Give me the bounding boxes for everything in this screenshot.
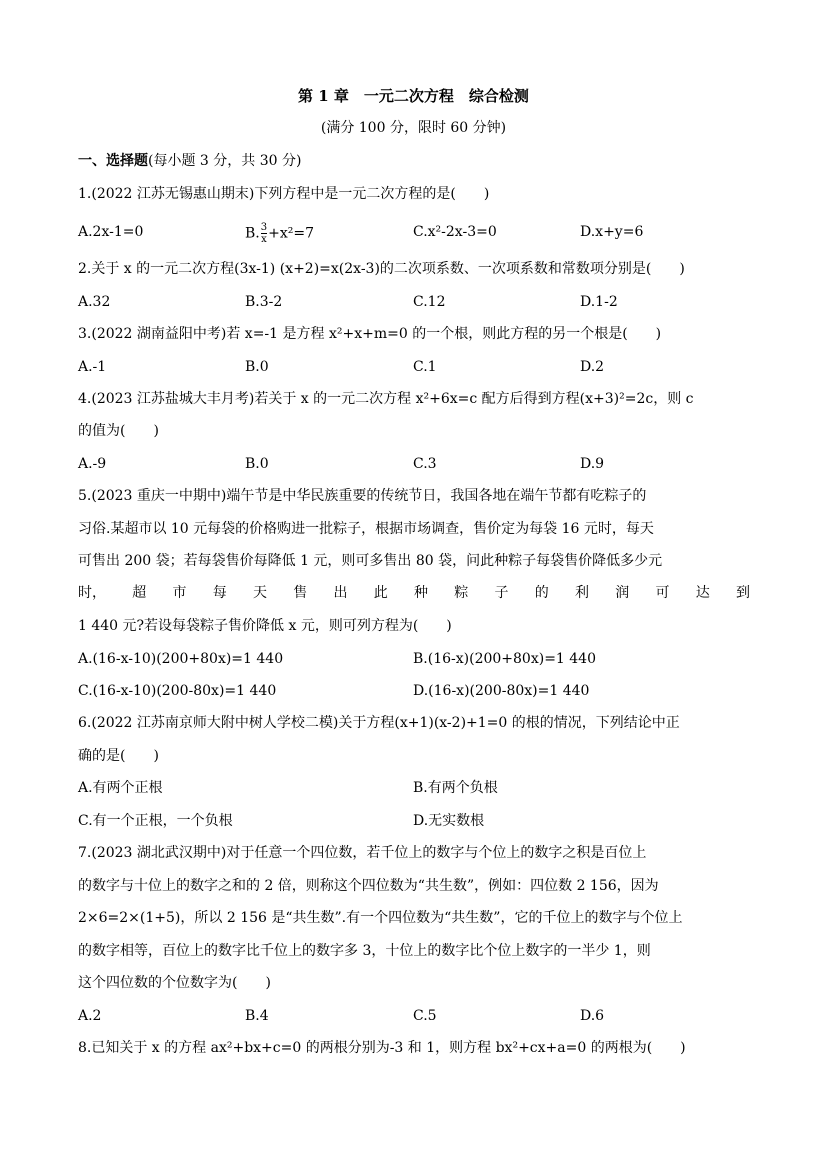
question-5-line-3: 可售出 200 袋；若每袋售价每降低 1 元，则可多售出 80 袋，问此种粽子每袋售价降低多少元 xyxy=(78,553,663,569)
question-5-line-4-word: 利 xyxy=(575,585,589,601)
question-5-line-4-word: 子 xyxy=(494,585,509,601)
question-7-option-c: C.5 xyxy=(413,1008,437,1024)
question-5-line-4-word: 市 xyxy=(172,585,187,601)
option-b-rest: +x²=7 xyxy=(268,225,315,242)
question-5-line-4-word: 每 xyxy=(212,585,227,601)
question-7-line-4: 的数字相等，百位上的数字比千位上的数字多 3，十位上的数字比个位上数字的一半少 1，则 xyxy=(78,943,651,959)
question-5-line-4-word: 天 xyxy=(253,585,267,601)
question-5-option-b: B.(16-x)(200+80x)=1 440 xyxy=(413,651,596,667)
question-1-option-c: C.x²-2x-3=0 xyxy=(413,224,497,240)
question-1-stem: 1.(2022 江苏无锡惠山期末)下列方程中是一元二次方程的是( ) xyxy=(78,186,490,202)
question-5-line-5: 1 440 元?若设每袋粽子售价降低 x 元，则可列方程为( ) xyxy=(78,618,452,634)
question-3-option-a: A.-1 xyxy=(78,359,107,375)
question-2-stem: 2.关于 x 的一元二次方程(3x-1) (x+2)=x(2x-3)的二次项系数、一次项系数和常数项分别是( ) xyxy=(78,261,685,277)
question-2-option-d: D.1-2 xyxy=(580,294,618,310)
question-7-option-a: A.2 xyxy=(78,1008,102,1024)
question-7-line-3: 2×6=2×(1+5)，所以 2 156 是“共生数”.有一个四位数为“共生数”，它的千位上的数字与个位上 xyxy=(78,910,683,926)
question-3-option-b: B.0 xyxy=(245,359,269,375)
question-5-line-2: 习俗.某超市以 10 元每袋的价格购进一批粽子，根据市场调查，售价定为每袋 16 元时，每天 xyxy=(78,521,654,537)
question-5-line-4-word: 超 xyxy=(132,585,147,601)
question-6-line-2: 确的是( ) xyxy=(78,748,159,764)
question-5-line-4-word: 售 xyxy=(293,585,308,601)
question-5-option-d: D.(16-x)(200-80x)=1 440 xyxy=(413,683,590,699)
question-1-option-a: A.2x-1=0 xyxy=(78,224,144,240)
page-title: 第 1 章 一元二次方程 综合检测 xyxy=(298,87,529,105)
section-heading xyxy=(78,151,301,171)
question-4-option-c: C.3 xyxy=(413,456,437,472)
question-1-option-d: D.x+y=6 xyxy=(580,224,644,240)
question-8-stem: 8.已知关于 x 的方程 ax²+bx+c=0 的两根分别为-3 和 1，则方程 bx²+cx+a=0 的两根为( ) xyxy=(78,1040,686,1056)
question-5-line-4-word: 的 xyxy=(534,585,549,601)
page-subtitle: (满分 100 分，限时 60 分钟) xyxy=(320,120,507,136)
question-7-line-5: 这个四位数的个位数字为( ) xyxy=(78,975,271,991)
question-7-line-1: 7.(2023 湖北武汉期中)对于任意一个四位数，若千位上的数字与个位上的数字之积是百位上 xyxy=(78,845,647,861)
question-5-line-4-word: 润 xyxy=(615,585,630,601)
question-7-line-2: 的数字与十位上的数字之和的 2 倍，则称这个四位数为“共生数”，例如：四位数 2 156，因为 xyxy=(78,878,659,894)
question-5-option-c: C.(16-x-10)(200-80x)=1 440 xyxy=(78,683,277,699)
question-5-line-4-word: 种 xyxy=(414,585,428,601)
question-5-line-4-word: 到 xyxy=(736,585,750,601)
question-3-stem: 3.(2022 湖南益阳中考)若 x=-1 是方程 x²+x+m=0 的一个根，则此方程的另一个根是( ) xyxy=(78,326,662,342)
question-5-line-4-word: 粽 xyxy=(454,585,469,601)
section-note: (每小题 3 分，共 30 分) xyxy=(148,153,302,169)
question-5-line-4 xyxy=(78,583,750,603)
question-6-option-d: D.无实数根 xyxy=(413,813,485,829)
option-b-fraction xyxy=(261,222,267,245)
section-label: 一、选择题 xyxy=(78,153,148,169)
question-4-option-d: D.9 xyxy=(580,456,605,472)
question-3-option-d: D.2 xyxy=(580,359,605,375)
fraction-denominator: x xyxy=(261,234,267,245)
question-5-line-1: 5.(2023 重庆一中期中)端午节是中华民族重要的传统节日，我国各地在端午节都有吃粽子的 xyxy=(78,488,647,504)
question-4-line-2: 的值为( ) xyxy=(78,423,159,439)
question-6-option-c: C.有一个正根，一个负根 xyxy=(78,813,233,829)
question-5-line-4-word: 此 xyxy=(373,585,388,601)
question-3-option-c: C.1 xyxy=(413,359,437,375)
question-4-option-a: A.-9 xyxy=(78,456,107,472)
question-2-option-c: C.12 xyxy=(413,294,446,310)
question-2-option-a: A.32 xyxy=(78,294,111,310)
question-5-line-4-word: 时， xyxy=(78,585,106,601)
question-7-option-b: B.4 xyxy=(245,1008,269,1024)
question-7-option-d: D.6 xyxy=(580,1008,605,1024)
question-6-option-b: B.有两个负根 xyxy=(413,780,498,796)
option-b-prefix: B. xyxy=(245,225,260,242)
question-5-option-a: A.(16-x-10)(200+80x)=1 440 xyxy=(78,651,284,667)
question-4-option-b: B.0 xyxy=(245,456,269,472)
question-1-option-b xyxy=(245,222,314,245)
question-2-option-b: B.3-2 xyxy=(245,294,283,310)
question-5-line-4-word: 出 xyxy=(333,585,348,601)
question-6-line-1: 6.(2022 江苏南京师大附中树人学校二模)关于方程(x+1)(x-2)+1=0 的根的情况，下列结论中正 xyxy=(78,715,680,731)
question-5-line-4-word: 达 xyxy=(695,585,710,601)
question-6-option-a: A.有两个正根 xyxy=(78,780,163,796)
question-4-line-1: 4.(2023 江苏盐城大丰月考)若关于 x 的一元二次方程 x²+6x=c 配方后得到方程(x+3)²=2c，则 c xyxy=(78,391,694,407)
question-5-line-4-word: 可 xyxy=(655,585,670,601)
fraction-numerator: 3 xyxy=(260,222,268,233)
